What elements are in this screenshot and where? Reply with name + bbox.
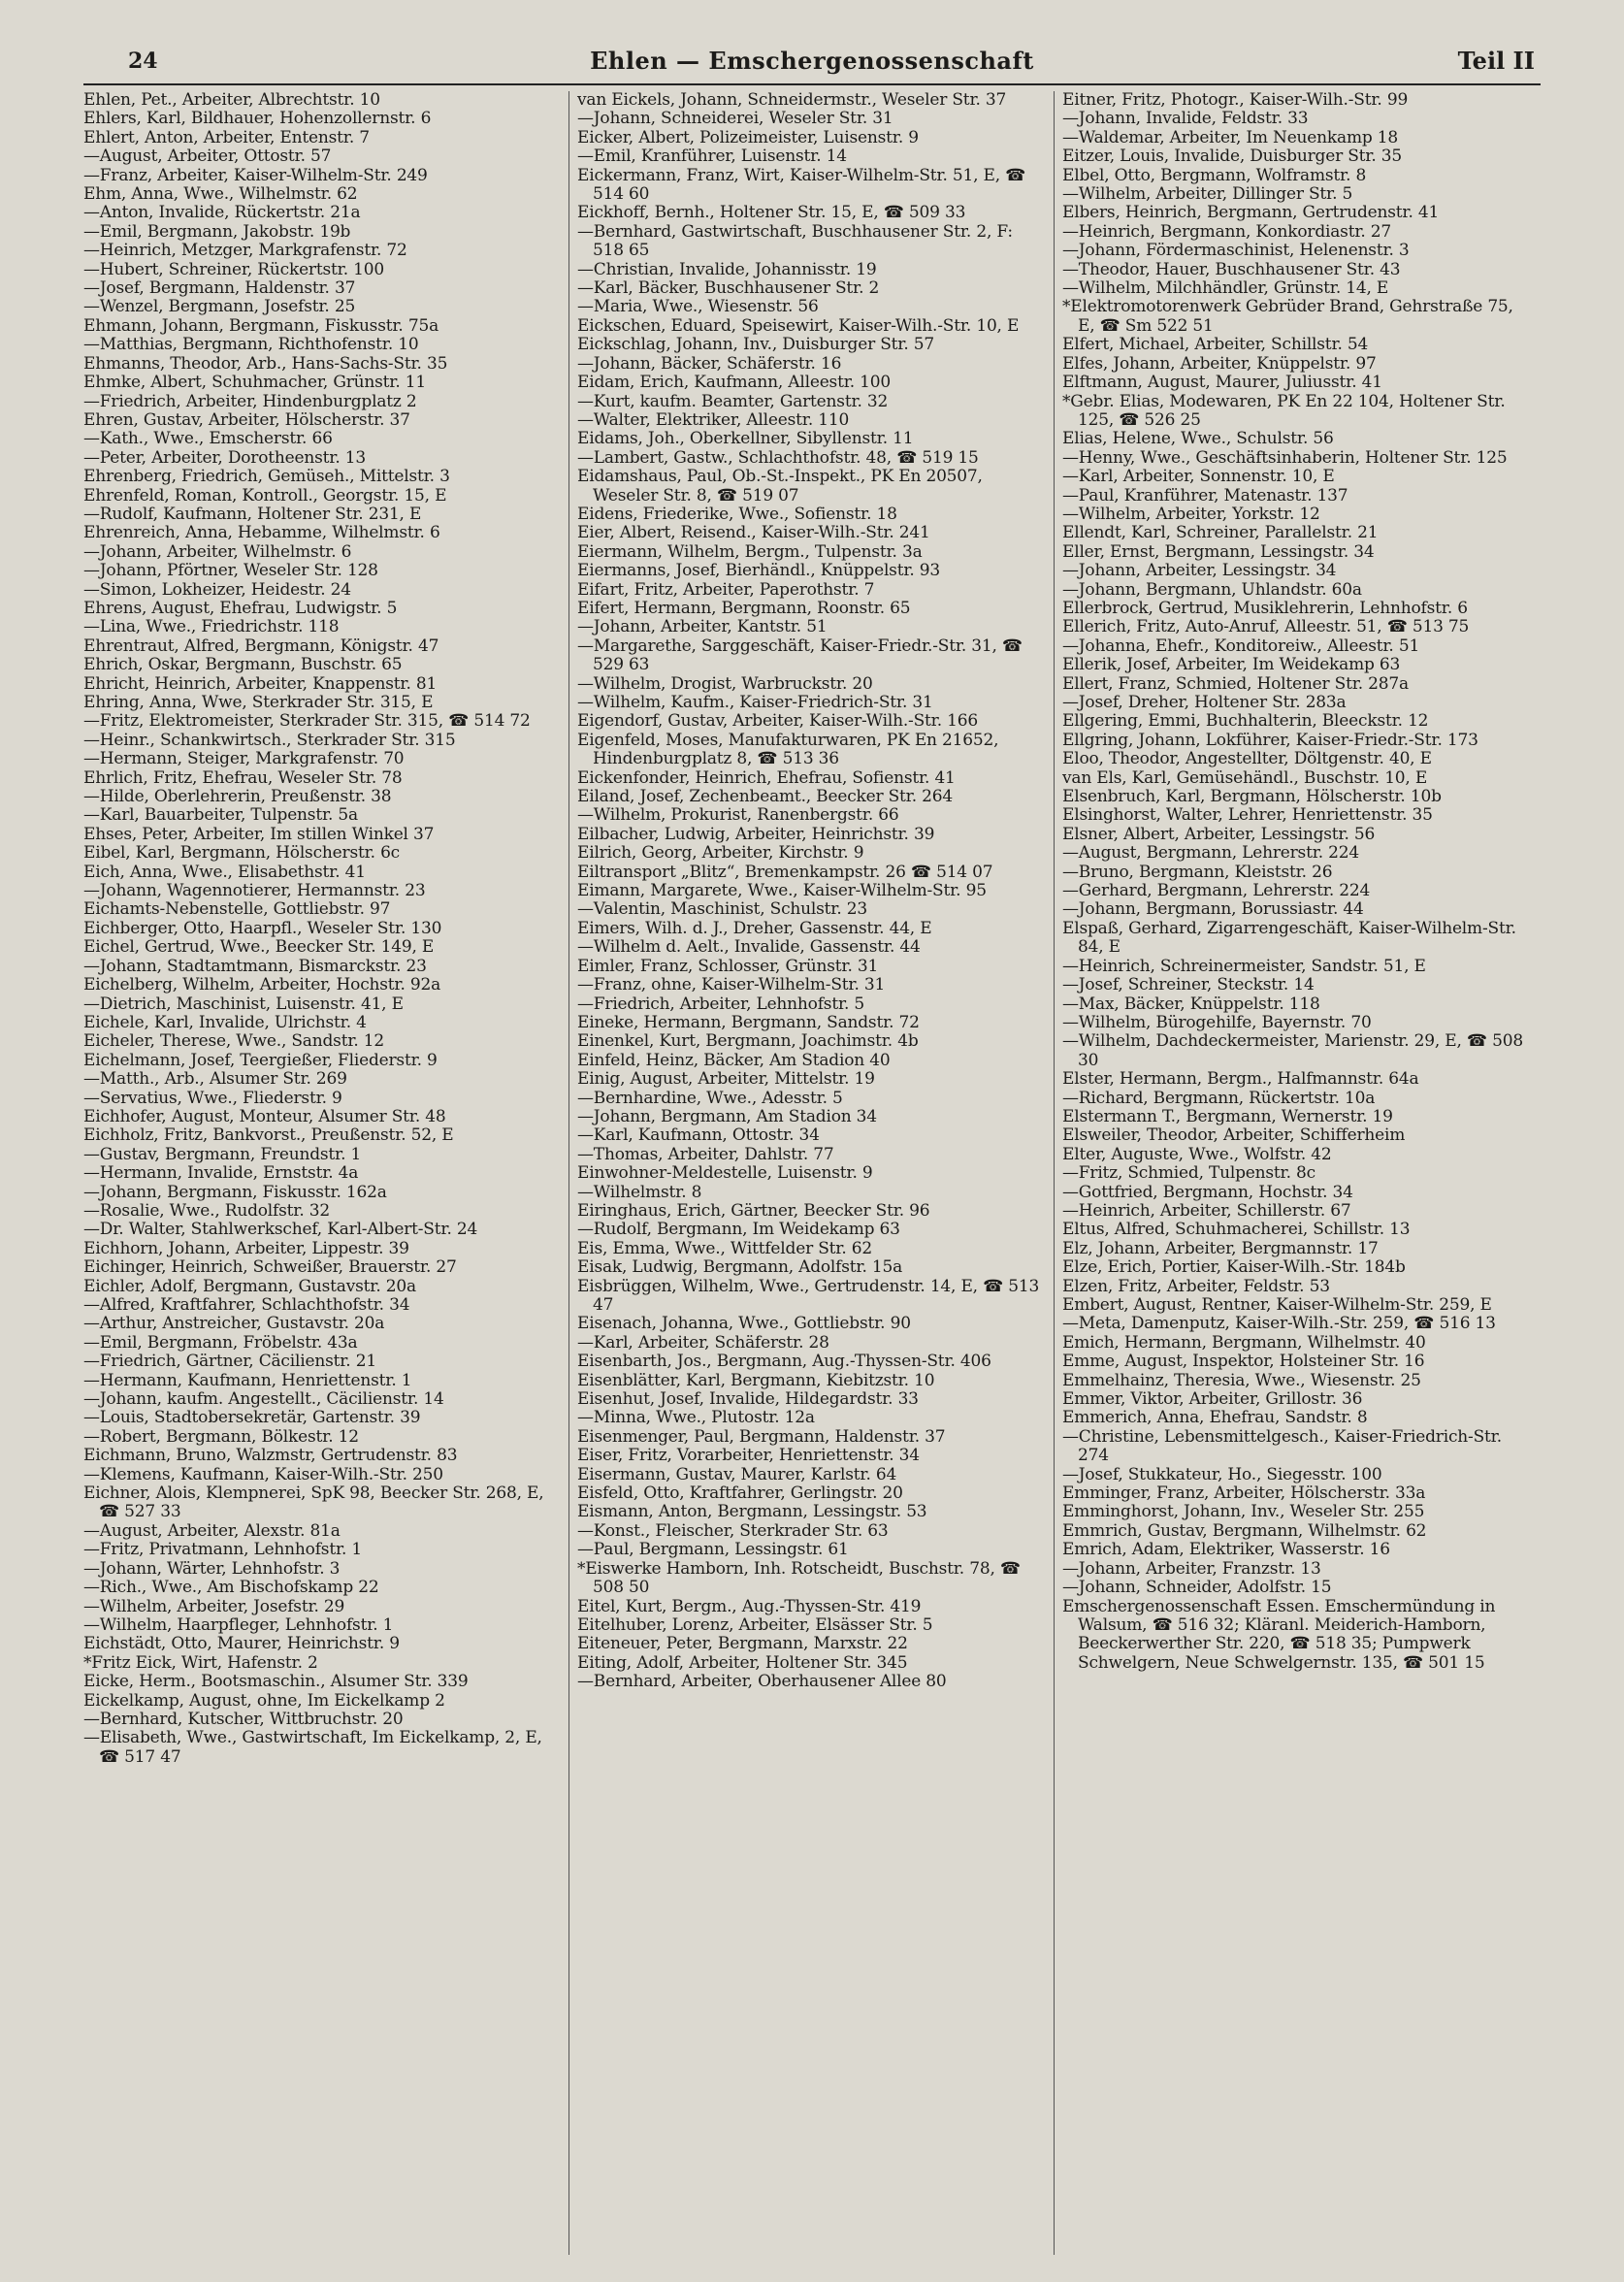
column-3 [1054, 91, 1539, 2255]
page-number: 24 [128, 49, 158, 74]
directory-entry: —Johann, Bäcker, Schäferstr. 16 [577, 353, 842, 374]
directory-entry: Eitner, Fritz, Photogr., Kaiser-Wilh.-Str. 99 [1062, 91, 1409, 110]
directory-entry: —Meta, Damenputz, Kaiser-Wilh.-Str. 259, ☎ 516 13 [1062, 1314, 1496, 1334]
directory-entry: —Heinr., Schankwirtsch., Sterkrader Str. 315 [83, 730, 456, 750]
directory-entry: —Matthias, Bergmann, Richthofenstr. 10 [83, 335, 419, 355]
directory-entry: —Paul, Kranführer, Matenastr. 137 [1062, 485, 1348, 505]
directory-entry: Ehm, Anna, Wwe., Wilhelmstr. 62 [83, 184, 358, 205]
directory-entry: Ehrentraut, Alfred, Bergmann, Königstr. 47 [83, 636, 439, 656]
directory-entry: —Wilhelmstr. 8 [577, 1182, 702, 1202]
directory-entry: —Josef, Schreiner, Steckstr. 14 [1062, 975, 1315, 995]
page-header [83, 45, 1541, 85]
directory-entry: Emminghorst, Johann, Inv., Weseler Str. 255 [1062, 1502, 1425, 1522]
directory-entry: —Wilhelm, Bürogehilfe, Bayernstr. 70 [1062, 1012, 1372, 1032]
directory-entry: Elsner, Albert, Arbeiter, Lessingstr. 56 [1062, 824, 1376, 844]
directory-entry: Ehring, Anna, Wwe, Sterkrader Str. 315, E [83, 693, 434, 712]
directory-entry: Eitel, Kurt, Bergm., Aug.-Thyssen-Str. 419 [577, 1596, 922, 1616]
directory-entry: —Johann, Wagennotierer, Hermannstr. 23 [83, 881, 426, 901]
directory-entry: —Bernhard, Gastwirtschaft, Buschhausener Str. 2, F: 518 65 [577, 221, 1013, 261]
directory-entry: *Elektromotorenwerk Gebrüder Brand, Gehrstraße 75, E, ☎ Sm 522 51 [1062, 297, 1513, 336]
directory-entry: —Hermann, Invalide, Ernststr. 4a [83, 1163, 359, 1184]
directory-entry: Eidam, Erich, Kaufmann, Alleestr. 100 [577, 373, 892, 393]
directory-entry: —Emil, Bergmann, Jakobstr. 19b [83, 221, 351, 242]
directory-entry: —Hermann, Kaufmann, Henriettenstr. 1 [83, 1370, 412, 1390]
directory-entry: —Dietrich, Maschinist, Luisenstr. 41, E [83, 994, 404, 1014]
directory-entry: Eismann, Anton, Bergmann, Lessingstr. 53 [577, 1502, 927, 1522]
directory-entry: Ellert, Franz, Schmied, Holtener Str. 287a [1062, 673, 1409, 694]
column-2 [568, 91, 1054, 2255]
directory-entry: —Karl, Arbeiter, Schäferstr. 28 [577, 1332, 829, 1353]
directory-entry: Ehlers, Karl, Bildhauer, Hohenzollernstr. 6 [83, 109, 432, 129]
directory-entry: —Heinrich, Schreinermeister, Sandstr. 51, E [1062, 956, 1426, 976]
directory-entry: —Louis, Stadtobersekretär, Gartenstr. 39 [83, 1408, 421, 1428]
directory-entry: Eidams, Joh., Oberkellner, Sibyllenstr. 11 [577, 429, 914, 449]
directory-entry: —Fritz, Elektromeister, Sterkrader Str. 315, ☎ 514 72 [83, 711, 531, 732]
directory-entry: Eidens, Friederike, Wwe., Sofienstr. 18 [577, 504, 897, 524]
directory-entry: —Friedrich, Arbeiter, Hindenburgplatz 2 [83, 391, 417, 411]
directory-entry: —Heinrich, Arbeiter, Schillerstr. 67 [1062, 1200, 1351, 1221]
directory-entry: Eiltransport „Blitz“, Bremenkampstr. 26 ☎ 514 07 [577, 862, 993, 882]
directory-entry: —Bernhard, Kutscher, Wittbruchstr. 20 [83, 1709, 404, 1729]
directory-entry: —Johann, Fördermaschinist, Helenenstr. 3 [1062, 241, 1410, 261]
directory-entry: —Peter, Arbeiter, Dorotheenstr. 13 [83, 447, 366, 468]
directory-entry: Eichholz, Fritz, Bankvorst., Preußenstr. 52, E [83, 1125, 454, 1146]
directory-entry: —Thomas, Arbeiter, Dahlstr. 77 [577, 1144, 834, 1164]
page-title: Ehlen — Emschergenossenschaft [590, 47, 1034, 75]
directory-entry: —Lina, Wwe., Friedrichstr. 118 [83, 617, 340, 637]
directory-entry: Eisermann, Gustav, Maurer, Karlstr. 64 [577, 1464, 897, 1484]
directory-entry: —Anton, Invalide, Rückertstr. 21a [83, 203, 361, 223]
directory-entry: —Bernhard, Arbeiter, Oberhausener Allee 80 [577, 1672, 947, 1692]
directory-entry: —Maria, Wwe., Wiesenstr. 56 [577, 297, 819, 317]
directory-entry: Embert, August, Rentner, Kaiser-Wilhelm-Str. 259, E [1062, 1295, 1492, 1315]
directory-entry: —Heinrich, Metzger, Markgrafenstr. 72 [83, 241, 407, 261]
directory-entry: Eimler, Franz, Schlosser, Grünstr. 31 [577, 956, 879, 976]
directory-entry: —Rudolf, Kaufmann, Holtener Str. 231, E [83, 504, 422, 524]
directory-entry: Eisbrüggen, Wilhelm, Wwe., Gertrudenstr. 14, E, ☎ 513 47 [577, 1276, 1040, 1315]
directory-entry: Eisfeld, Otto, Kraftfahrer, Gerlingstr. 20 [577, 1483, 903, 1504]
directory-entry: —Johann, Schneider, Adolfstr. 15 [1062, 1578, 1332, 1598]
directory-entry: Eiting, Adolf, Arbeiter, Holtener Str. 345 [577, 1652, 908, 1673]
directory-entry: —Hermann, Steiger, Markgrafenstr. 70 [83, 749, 405, 769]
directory-entry: Eisak, Ludwig, Bergmann, Adolfstr. 15a [577, 1257, 903, 1278]
directory-entry: Einig, August, Arbeiter, Mittelstr. 19 [577, 1069, 875, 1090]
directory-entry: Eiringhaus, Erich, Gärtner, Beecker Str. 96 [577, 1200, 930, 1221]
directory-entry: —Karl, Kaufmann, Ottostr. 34 [577, 1125, 820, 1146]
directory-entry: Eltus, Alfred, Schuhmacherei, Schillstr. 13 [1062, 1220, 1411, 1240]
directory-entry: —Friedrich, Arbeiter, Lehnhofstr. 5 [577, 994, 865, 1014]
directory-entry: Eisenbarth, Jos., Bergmann, Aug.-Thyssen-Str. 406 [577, 1352, 991, 1372]
directory-entry: —Kurt, kaufm. Beamter, Gartenstr. 32 [577, 391, 889, 411]
directory-entry: Ellendt, Karl, Schreiner, Parallelstr. 21 [1062, 523, 1379, 543]
directory-entry: —Johann, Invalide, Feldstr. 33 [1062, 109, 1309, 129]
directory-entry: —Konst., Fleischer, Sterkrader Str. 63 [577, 1520, 889, 1541]
part-label: Teil II [1457, 47, 1535, 75]
directory-entry: Emmelhainz, Theresia, Wwe., Wiesenstr. 25 [1062, 1370, 1421, 1390]
directory-entry: —Wilhelm, Dachdeckermeister, Marienstr. 29, E, ☎ 508 30 [1062, 1031, 1523, 1070]
directory-entry: Ehren, Gustav, Arbeiter, Hölscherstr. 37 [83, 409, 410, 430]
directory-entry: Ellerbrock, Gertrud, Musiklehrerin, Lehnhofstr. 6 [1062, 598, 1468, 618]
directory-entry: —Hilde, Oberlehrerin, Preußenstr. 38 [83, 787, 392, 807]
directory-entry: —Richard, Bergmann, Rückertstr. 10a [1062, 1088, 1376, 1108]
columns [83, 91, 1541, 2255]
directory-entry: Emich, Hermann, Bergmann, Wilhelmstr. 40 [1062, 1332, 1426, 1353]
directory-entry: —Wilhelm, Prokurist, Ranenbergstr. 66 [577, 805, 899, 826]
directory-entry: —Max, Bäcker, Knüppelstr. 118 [1062, 994, 1320, 1014]
directory-entry: —Kath., Wwe., Emscherstr. 66 [83, 429, 333, 449]
directory-entry: Elspaß, Gerhard, Zigarrengeschäft, Kaiser-Wilhelm-Str. 84, E [1062, 918, 1516, 958]
directory-entry: Eickhoff, Bernh., Holtener Str. 15, E, ☎ 509 33 [577, 203, 966, 223]
directory-entry: —Wilhelm, Haarpfleger, Lehnhofstr. 1 [83, 1614, 394, 1635]
directory-entry: —Bernhardine, Wwe., Adesstr. 5 [577, 1088, 843, 1108]
directory-entry: Eitzer, Louis, Invalide, Duisburger Str. 35 [1062, 147, 1402, 167]
directory-entry: —Gerhard, Bergmann, Lehrerstr. 224 [1062, 881, 1371, 901]
directory-entry: —Wilhelm, Kaufm., Kaiser-Friedrich-Str. 31 [577, 693, 933, 712]
directory-entry: Eitelhuber, Lorenz, Arbeiter, Elsässer Str. 5 [577, 1614, 933, 1635]
directory-entry: —Lambert, Gastw., Schlachthofstr. 48, ☎ 519 15 [577, 447, 979, 468]
directory-entry: Eiland, Josef, Zechenbeamt., Beecker Str. 264 [577, 787, 953, 807]
directory-entry: Eigenfeld, Moses, Manufakturwaren, PK En 21652, Hindenburgplatz 8, ☎ 513 36 [577, 730, 999, 769]
directory-entry: Eickschen, Eduard, Speisewirt, Kaiser-Wilh.-Str. 10, E [577, 315, 1020, 336]
directory-entry: —Johann, Schneiderei, Weseler Str. 31 [577, 109, 893, 129]
directory-entry: Eichner, Alois, Klempnerei, SpK 98, Beecker Str. 268, E, ☎ 527 33 [83, 1483, 544, 1522]
directory-entry: —Fritz, Schmied, Tulpenstr. 8c [1062, 1163, 1315, 1184]
directory-entry: Ellgering, Emmi, Buchhalterin, Bleeckstr. 12 [1062, 711, 1429, 732]
directory-entry: Eisenmenger, Paul, Bergmann, Haldenstr. 37 [577, 1426, 946, 1447]
directory-entry: —Matth., Arb., Alsumer Str. 269 [83, 1069, 347, 1090]
directory-entry: —Minna, Wwe., Plutostr. 12a [577, 1408, 815, 1428]
directory-entry: Ehrens, August, Ehefrau, Ludwigstr. 5 [83, 598, 398, 618]
directory-entry: Eier, Albert, Reisend., Kaiser-Wilh.-Str. 241 [577, 523, 930, 543]
directory-entry: —Josef, Bergmann, Haldenstr. 37 [83, 278, 356, 299]
directory-entry: Eickschlag, Johann, Inv., Duisburger Str. 57 [577, 335, 934, 355]
directory-entry: —Servatius, Wwe., Fliederstr. 9 [83, 1088, 342, 1108]
directory-entry: —Johann, Bergmann, Fiskusstr. 162a [83, 1182, 387, 1202]
directory-entry: —Waldemar, Arbeiter, Im Neuenkamp 18 [1062, 127, 1398, 147]
directory-entry: Ehrenberg, Friedrich, Gemüseh., Mittelstr. 3 [83, 467, 450, 487]
directory-entry: —Rudolf, Bergmann, Im Weidekamp 63 [577, 1220, 900, 1240]
column-1 [83, 91, 568, 2255]
directory-entry: —Gottfried, Bergmann, Hochstr. 34 [1062, 1182, 1353, 1202]
directory-entry: Eichstädt, Otto, Maurer, Heinrichstr. 9 [83, 1634, 400, 1654]
directory-entry: Eilbacher, Ludwig, Arbeiter, Heinrichstr. 39 [577, 824, 935, 844]
directory-entry: —Wilhelm, Arbeiter, Josefstr. 29 [83, 1596, 345, 1616]
directory-entry: —Dr. Walter, Stahlwerkschef, Karl-Albert-Str. 24 [83, 1220, 478, 1240]
directory-entry: —Alfred, Kraftfahrer, Schlachthofstr. 34 [83, 1295, 410, 1315]
directory-entry: —Wilhelm, Milchhändler, Grünstr. 14, E [1062, 278, 1389, 299]
directory-entry: Ehrenfeld, Roman, Kontroll., Georgstr. 15, E [83, 485, 447, 505]
directory-entry: —Friedrich, Gärtner, Cäcilienstr. 21 [83, 1352, 376, 1372]
directory-entry: Eich, Anna, Wwe., Elisabethstr. 41 [83, 862, 366, 882]
directory-entry: —Johann, Stadtamtmann, Bismarckstr. 23 [83, 956, 427, 976]
directory-entry: —Wilhelm, Arbeiter, Yorkstr. 12 [1062, 504, 1320, 524]
directory-entry: —Johann, Bergmann, Borussiastr. 44 [1062, 899, 1364, 920]
directory-entry: Eichmann, Bruno, Walzmstr, Gertrudenstr. 83 [83, 1446, 458, 1466]
directory-entry: Elter, Auguste, Wwe., Wolfstr. 42 [1062, 1144, 1332, 1164]
directory-entry: Eidamshaus, Paul, Ob.-St.-Inspekt., PK En 20507, Weseler Str. 8, ☎ 519 07 [577, 467, 983, 505]
directory-entry: Eicker, Albert, Polizeimeister, Luisenstr. 9 [577, 127, 919, 147]
directory-entry: Emmer, Viktor, Arbeiter, Grillostr. 36 [1062, 1389, 1363, 1410]
directory-entry: —Henny, Wwe., Geschäftsinhaberin, Holtener Str. 125 [1062, 447, 1508, 468]
directory-entry: —Franz, Arbeiter, Kaiser-Wilhelm-Str. 249 [83, 165, 428, 185]
directory-entry: —Margarethe, Sarggeschäft, Kaiser-Friedr.-Str. 31, ☎ 529 63 [577, 636, 1023, 675]
directory-entry: —Johanna, Ehefr., Konditoreiw., Alleestr. 51 [1062, 636, 1420, 656]
directory-entry: Ellgring, Johann, Lokführer, Kaiser-Friedr.-Str. 173 [1062, 730, 1478, 750]
directory-entry: —Emil, Bergmann, Fröbelstr. 43a [83, 1332, 358, 1353]
directory-entry: —Wilhelm, Drogist, Warbruckstr. 20 [577, 673, 873, 694]
directory-entry: —August, Arbeiter, Ottostr. 57 [83, 147, 332, 167]
directory-entry: Elbers, Heinrich, Bergmann, Gertrudenstr. 41 [1062, 203, 1440, 223]
directory-entry: Elze, Erich, Portier, Kaiser-Wilh.-Str. 184b [1062, 1257, 1406, 1278]
directory-entry: Eichler, Adolf, Bergmann, Gustavstr. 20a [83, 1276, 416, 1296]
directory-entry: Eisenach, Johanna, Wwe., Gottliebstr. 90 [577, 1314, 911, 1334]
directory-entry: Elster, Hermann, Bergm., Halfmannstr. 64a [1062, 1069, 1419, 1090]
directory-entry: Eimers, Wilh. d. J., Dreher, Gassenstr. 44, E [577, 918, 932, 938]
directory-entry: Ehrlich, Fritz, Ehefrau, Weseler Str. 78 [83, 767, 403, 788]
directory-entry: Eis, Emma, Wwe., Wittfelder Str. 62 [577, 1238, 872, 1258]
directory-entry: —Johann, kaufm. Angestellt., Cäcilienstr. 14 [83, 1389, 444, 1410]
directory-entry: Einwohner-Meldestelle, Luisenstr. 9 [577, 1163, 873, 1184]
directory-entry: —Rosalie, Wwe., Rudolfstr. 32 [83, 1200, 330, 1221]
directory-entry: Einfeld, Heinz, Bäcker, Am Stadion 40 [577, 1050, 891, 1070]
directory-entry: —Wilhelm, Arbeiter, Dillinger Str. 5 [1062, 184, 1353, 205]
directory-entry: —Johann, Bergmann, Am Stadion 34 [577, 1106, 877, 1126]
directory-entry: Elsenbruch, Karl, Bergmann, Hölscherstr. 10b [1062, 787, 1442, 807]
directory-entry: Eicke, Herm., Bootsmaschin., Alsumer Str. 339 [83, 1672, 469, 1692]
directory-entry: Eiteneuer, Peter, Bergmann, Marxstr. 22 [577, 1634, 908, 1654]
directory-entry: —Josef, Dreher, Holtener Str. 283a [1062, 693, 1347, 712]
directory-entry: Eiser, Fritz, Vorarbeiter, Henriettenstr. 34 [577, 1446, 920, 1466]
directory-entry: —Karl, Bauarbeiter, Tulpenstr. 5a [83, 805, 358, 826]
directory-entry: —August, Bergmann, Lehrerstr. 224 [1062, 843, 1360, 864]
directory-entry: —Christine, Lebensmittelgesch., Kaiser-Friedrich-Str. 274 [1062, 1426, 1502, 1466]
directory-entry: Eimann, Margarete, Wwe., Kaiser-Wilhelm-Str. 95 [577, 881, 987, 901]
directory-entry: —Wenzel, Bergmann, Josefstr. 25 [83, 297, 356, 317]
directory-entry: Ehlen, Pet., Arbeiter, Albrechtstr. 10 [83, 91, 380, 110]
directory-entry: Eisenhut, Josef, Invalide, Hildegardstr. 33 [577, 1389, 919, 1410]
directory-entry: Elstermann T., Bergmann, Wernerstr. 19 [1062, 1106, 1393, 1126]
directory-entry: Ehlert, Anton, Arbeiter, Entenstr. 7 [83, 127, 370, 147]
directory-entry: —Christian, Invalide, Johannisstr. 19 [577, 259, 877, 279]
directory-entry: Elbel, Otto, Bergmann, Wolframstr. 8 [1062, 165, 1367, 185]
directory-entry: —Josef, Stukkateur, Ho., Siegesstr. 100 [1062, 1464, 1382, 1484]
directory-entry: *Fritz Eick, Wirt, Hafenstr. 2 [83, 1652, 318, 1673]
directory-entry: —Bruno, Bergmann, Kleiststr. 26 [1062, 862, 1333, 882]
directory-entry: Ehmann, Johann, Bergmann, Fiskusstr. 75a [83, 315, 439, 336]
directory-entry: —Karl, Arbeiter, Sonnenstr. 10, E [1062, 467, 1335, 487]
directory-entry: —Johann, Arbeiter, Kantstr. 51 [577, 617, 828, 637]
directory-entry: Eichelberg, Wilhelm, Arbeiter, Hochstr. 92a [83, 975, 441, 995]
directory-entry: Ehrenreich, Anna, Hebamme, Wilhelmstr. 6 [83, 523, 440, 543]
directory-entry: —Franz, ohne, Kaiser-Wilhelm-Str. 31 [577, 975, 886, 995]
directory-entry: Eichhorn, Johann, Arbeiter, Lippestr. 39 [83, 1238, 409, 1258]
directory-entry: Eichel, Gertrud, Wwe., Beecker Str. 149, E [83, 937, 435, 958]
directory-entry: Eichele, Karl, Invalide, Ulrichstr. 4 [83, 1012, 367, 1032]
directory-entry: —Johann, Arbeiter, Franzstr. 13 [1062, 1558, 1321, 1579]
directory-entry: —Valentin, Maschinist, Schulstr. 23 [577, 899, 868, 920]
directory-entry: Eichinger, Heinrich, Schweißer, Brauerstr. 27 [83, 1257, 457, 1278]
directory-entry: Elzen, Fritz, Arbeiter, Feldstr. 53 [1062, 1276, 1330, 1296]
directory-entry: Eller, Ernst, Bergmann, Lessingstr. 34 [1062, 541, 1375, 562]
directory-entry: —Walter, Elektriker, Alleestr. 110 [577, 409, 850, 430]
directory-entry: —Johann, Arbeiter, Wilhelmstr. 6 [83, 541, 352, 562]
directory-entry: Eibel, Karl, Bergmann, Hölscherstr. 6c [83, 843, 401, 864]
directory-entry: —Robert, Bergmann, Bölkestr. 12 [83, 1426, 359, 1447]
directory-entry: Elsinghorst, Walter, Lehrer, Henriettenstr. 35 [1062, 805, 1433, 826]
directory-entry: —Wilhelm d. Aelt., Invalide, Gassenstr. 44 [577, 937, 921, 958]
directory-entry: Elias, Helene, Wwe., Schulstr. 56 [1062, 429, 1334, 449]
directory-entry: Eifert, Hermann, Bergmann, Roonstr. 65 [577, 598, 911, 618]
directory-entry: Ellerik, Josef, Arbeiter, Im Weidekamp 63 [1062, 655, 1401, 675]
directory-entry: Elsweiler, Theodor, Arbeiter, Schifferheim [1062, 1125, 1406, 1146]
directory-entry: Elfert, Michael, Arbeiter, Schillstr. 54 [1062, 335, 1369, 355]
directory-entry: —Arthur, Anstreicher, Gustavstr. 20a [83, 1314, 385, 1334]
directory-entry: Ellerich, Fritz, Auto-Anruf, Alleestr. 51, ☎ 513 75 [1062, 617, 1470, 637]
directory-entry: Emschergenossenschaft Essen. Emschermündung in Walsum, ☎ 516 32; Kläranl. Meiderich-Hamborn, Beeckerwerther Str. 220, ☎ 518 35; Pumpwerk Schwelgern, Neue Schwelgernstr. 135, ☎ 501 15 [1062, 1596, 1496, 1673]
directory-entry: Elftmann, August, Maurer, Juliusstr. 41 [1062, 373, 1382, 393]
directory-entry: Eloo, Theodor, Angestellter, Döltgenstr. 40, E [1062, 749, 1432, 769]
directory-entry: —Theodor, Hauer, Buschhausener Str. 43 [1062, 259, 1401, 279]
directory-entry: Eiermanns, Josef, Bierhändl., Knüppelstr. 93 [577, 561, 941, 581]
directory-entry: Einenkel, Kurt, Bergmann, Joachimstr. 4b [577, 1031, 919, 1052]
directory-entry: Eickermann, Franz, Wirt, Kaiser-Wilhelm-Str. 51, E, ☎ 514 60 [577, 165, 1026, 205]
directory-entry: Emminger, Franz, Arbeiter, Hölscherstr. 33a [1062, 1483, 1426, 1504]
directory-entry: Ehmanns, Theodor, Arb., Hans-Sachs-Str. 35 [83, 353, 448, 374]
directory-entry: Eineke, Hermann, Bergmann, Sandstr. 72 [577, 1012, 920, 1032]
directory-entry: Emmrich, Gustav, Bergmann, Wilhelmstr. 62 [1062, 1520, 1427, 1541]
directory-entry: Eichhofer, August, Monteur, Alsumer Str. 48 [83, 1106, 446, 1126]
directory-entry: —Johann, Arbeiter, Lessingstr. 34 [1062, 561, 1337, 581]
directory-entry: —Johann, Wärter, Lehnhofstr. 3 [83, 1558, 341, 1579]
directory-entry: *Gebr. Elias, Modewaren, PK En 22 104, Holtener Str. 125, ☎ 526 25 [1062, 391, 1506, 430]
directory-entry: *Eiswerke Hamborn, Inh. Rotscheidt, Buschstr. 78, ☎ 508 50 [577, 1558, 1021, 1598]
directory-entry: —Simon, Lokheizer, Heidestr. 24 [83, 579, 351, 600]
directory-entry: Emme, August, Inspektor, Holsteiner Str. 16 [1062, 1352, 1425, 1372]
directory-entry: Ehses, Peter, Arbeiter, Im stillen Winkel 37 [83, 824, 435, 844]
directory-entry: Eickelkamp, August, ohne, Im Eickelkamp 2 [83, 1690, 445, 1711]
directory-entry: Eichberger, Otto, Haarpfl., Weseler Str. 130 [83, 918, 442, 938]
directory-entry: Emrich, Adam, Elektriker, Wasserstr. 16 [1062, 1540, 1390, 1560]
directory-entry: van Els, Karl, Gemüsehändl., Buschstr. 10, E [1062, 767, 1428, 788]
directory-entry: —Fritz, Privatmann, Lehnhofstr. 1 [83, 1540, 363, 1560]
directory-entry: Eicheler, Therese, Wwe., Sandstr. 12 [83, 1031, 385, 1052]
directory-entry: Ehrich, Oskar, Bergmann, Buschstr. 65 [83, 655, 403, 675]
directory-entry: Eickenfonder, Heinrich, Ehefrau, Sofienstr. 41 [577, 767, 956, 788]
directory-entry: —Rich., Wwe., Am Bischofskamp 22 [83, 1578, 379, 1598]
directory-entry: Elz, Johann, Arbeiter, Bergmannstr. 17 [1062, 1238, 1379, 1258]
directory-entry: —Karl, Bäcker, Buschhausener Str. 2 [577, 278, 880, 299]
directory-entry: Ehmke, Albert, Schuhmacher, Grünstr. 11 [83, 373, 426, 393]
directory-entry: —Johann, Bergmann, Uhlandstr. 60a [1062, 579, 1362, 600]
directory-entry: —Hubert, Schreiner, Rückertstr. 100 [83, 259, 384, 279]
directory-entry: —Gustav, Bergmann, Freundstr. 1 [83, 1144, 362, 1164]
directory-entry: —August, Arbeiter, Alexstr. 81a [83, 1520, 341, 1541]
directory-entry: Elfes, Johann, Arbeiter, Knüppelstr. 97 [1062, 353, 1377, 374]
directory-entry: Eichamts-Nebenstelle, Gottliebstr. 97 [83, 899, 391, 920]
directory-entry: Eichelmann, Josef, Teergießer, Fliederstr. 9 [83, 1050, 438, 1070]
directory-entry: —Heinrich, Bergmann, Konkordiastr. 27 [1062, 221, 1392, 242]
directory-entry: Emmerich, Anna, Ehefrau, Sandstr. 8 [1062, 1408, 1368, 1428]
directory-entry: —Emil, Kranführer, Luisenstr. 14 [577, 147, 847, 167]
directory-entry: —Elisabeth, Wwe., Gastwirtschaft, Im Eickelkamp, 2, E, ☎ 517 47 [83, 1728, 542, 1767]
directory-entry: Ehricht, Heinrich, Arbeiter, Knappenstr. 81 [83, 673, 438, 694]
directory-entry: Eifart, Fritz, Arbeiter, Paperothstr. 7 [577, 579, 875, 600]
directory-entry: Eigendorf, Gustav, Arbeiter, Kaiser-Wilh.-Str. 166 [577, 711, 978, 732]
directory-entry: Eisenblätter, Karl, Bergmann, Kiebitzstr. 10 [577, 1370, 935, 1390]
directory-entry: —Klemens, Kaufmann, Kaiser-Wilh.-Str. 250 [83, 1464, 443, 1484]
directory-entry: —Johann, Pförtner, Weseler Str. 128 [83, 561, 378, 581]
directory-entry: —Paul, Bergmann, Lessingstr. 61 [577, 1540, 849, 1560]
directory-entry: Eiermann, Wilhelm, Bergm., Tulpenstr. 3a [577, 541, 923, 562]
directory-entry: van Eickels, Johann, Schneidermstr., Weseler Str. 37 [577, 91, 1007, 110]
directory-entry: Eilrich, Georg, Arbeiter, Kirchstr. 9 [577, 843, 864, 864]
